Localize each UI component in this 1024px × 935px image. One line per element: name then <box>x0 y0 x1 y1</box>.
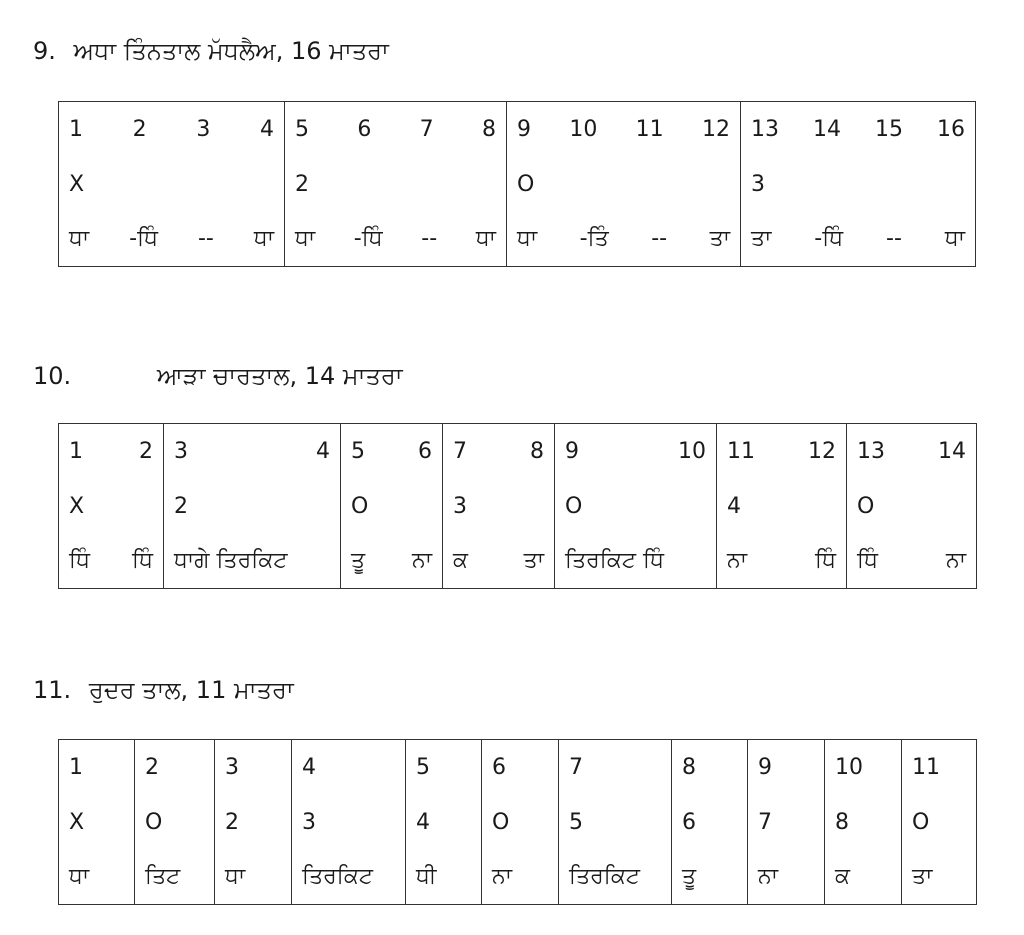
matra-number: 3 <box>225 754 239 780</box>
tali-sign: 3 <box>453 493 467 519</box>
sign-row <box>59 795 977 850</box>
bol: -ਧਿੰ <box>814 226 844 252</box>
matra-row <box>59 424 977 479</box>
vibhag-cell <box>672 740 748 795</box>
bol: ਤਿਟ <box>145 864 181 890</box>
matra-number: 13 <box>857 438 885 464</box>
bol-row <box>59 534 977 589</box>
matra-number: 4 <box>302 754 316 780</box>
section-heading-9 <box>33 37 389 65</box>
bol: ਧੀ <box>416 864 437 890</box>
bol-row <box>59 850 977 905</box>
vibhag-cell <box>285 157 507 212</box>
bol: -ਧਿੰ <box>129 226 159 252</box>
tali-sign: O <box>517 171 535 197</box>
bol: ਤਿਰਕਿਟ ਧਿੰ <box>565 548 664 574</box>
bol: ਤੂ <box>351 548 366 574</box>
vibhag-cell <box>825 850 902 905</box>
vibhag-cell <box>741 157 976 212</box>
vibhag-cell <box>559 850 672 905</box>
tali-sign: 8 <box>835 809 849 835</box>
vibhag-cell <box>59 479 164 534</box>
matra-number: 6 <box>492 754 506 780</box>
matra-number: 7 <box>453 438 467 464</box>
bol: -- <box>886 226 902 252</box>
tala-table-11 <box>58 739 977 905</box>
vibhag-cell <box>59 740 135 795</box>
section-number: 9. <box>33 37 56 65</box>
vibhag-cell <box>135 795 215 850</box>
bol: ਤਾ <box>912 864 933 890</box>
matra-number: 9 <box>565 438 579 464</box>
matra-row <box>59 740 977 795</box>
tali-sign: 3 <box>751 171 765 197</box>
vibhag-cell <box>341 479 443 534</box>
vibhag-cell <box>59 850 135 905</box>
vibhag-cell <box>164 479 341 534</box>
vibhag-cell <box>825 740 902 795</box>
vibhag-cell <box>482 740 559 795</box>
vibhag-cell <box>902 850 977 905</box>
vibhag-cell <box>717 534 847 589</box>
matra-number: 10 <box>835 754 863 780</box>
matra-row <box>59 102 976 157</box>
sign-row <box>59 479 977 534</box>
matra-number: 9 <box>758 754 772 780</box>
bol: -- <box>421 226 438 252</box>
vibhag-cell <box>902 795 977 850</box>
matra-number: 2 <box>132 116 147 142</box>
matra-number: 5 <box>416 754 430 780</box>
vibhag-cell <box>847 534 977 589</box>
tala-table-10 <box>58 423 977 589</box>
matra-number: 2 <box>145 754 159 780</box>
vibhag-cell <box>164 424 341 479</box>
vibhag-cell <box>748 740 825 795</box>
matra-number: 5 <box>295 116 309 142</box>
vibhag-cell <box>672 850 748 905</box>
section-number: 11. <box>33 676 72 704</box>
vibhag-cell <box>825 795 902 850</box>
vibhag-cell <box>59 534 164 589</box>
matra-number: 11 <box>727 438 755 464</box>
bol: ਤਿਰਕਿਟ <box>569 864 640 890</box>
bol: ਧਾ <box>69 864 90 890</box>
bol: ਤਾ <box>751 226 772 252</box>
bol: ਨਾ <box>727 548 748 574</box>
tali-sign: 6 <box>682 809 696 835</box>
section-heading-10 <box>33 362 403 390</box>
tala-table-9 <box>58 101 976 267</box>
tali-sign: 5 <box>569 809 583 835</box>
tali-sign: O <box>351 493 369 519</box>
tali-sign: O <box>857 493 875 519</box>
vibhag-cell <box>847 479 977 534</box>
bol: ਧਾ <box>225 864 246 890</box>
vibhag-cell <box>59 157 285 212</box>
vibhag-cell <box>559 795 672 850</box>
tali-sign: 2 <box>295 171 309 197</box>
vibhag-cell <box>507 212 741 267</box>
vibhag-cell <box>847 424 977 479</box>
bol: ਧਿੰ <box>69 548 90 574</box>
vibhag-cell <box>341 534 443 589</box>
tali-sign: O <box>912 809 930 835</box>
vibhag-cell <box>555 424 717 479</box>
tali-sign: 3 <box>302 809 316 835</box>
matra-number: 10 <box>678 438 706 464</box>
matra-number: 4 <box>259 116 274 142</box>
vibhag-cell <box>748 795 825 850</box>
vibhag-cell <box>135 850 215 905</box>
bol: ਨਾ <box>945 548 966 574</box>
tali-sign: O <box>565 493 583 519</box>
vibhag-cell <box>59 212 285 267</box>
vibhag-cell <box>507 157 741 212</box>
vibhag-cell <box>741 212 976 267</box>
bol: -- <box>197 226 214 252</box>
vibhag-cell <box>406 850 482 905</box>
vibhag-cell <box>717 479 847 534</box>
bol: ਧਾ <box>517 226 538 252</box>
bol: ਕ <box>453 548 469 574</box>
bol: ਧਿੰ <box>857 548 878 574</box>
bol: ਧਾਗੇ ਤਿਰਕਿਟ <box>174 548 288 574</box>
vibhag-cell <box>443 479 555 534</box>
section-number: 10. <box>33 362 72 390</box>
matra-number: 1 <box>69 438 83 464</box>
section-title: ਆੜਾ ਚਾਰਤਾਲ, 14 ਮਾਤਰਾ <box>156 362 403 390</box>
matra-number: 14 <box>813 116 841 142</box>
matra-number: 11 <box>912 754 940 780</box>
vibhag-cell <box>215 795 292 850</box>
bol: ਧਾ <box>944 226 965 252</box>
tali-sign: 2 <box>225 809 239 835</box>
vibhag-cell <box>672 795 748 850</box>
vibhag-cell <box>292 850 406 905</box>
vibhag-cell <box>285 212 507 267</box>
vibhag-cell <box>555 534 717 589</box>
vibhag-cell <box>482 795 559 850</box>
vibhag-cell <box>406 795 482 850</box>
vibhag-cell <box>902 740 977 795</box>
bol: -- <box>651 226 668 252</box>
vibhag-cell <box>443 424 555 479</box>
vibhag-cell <box>292 795 406 850</box>
matra-number: 10 <box>569 116 598 142</box>
tali-sign: 4 <box>727 493 741 519</box>
matra-number: 7 <box>419 116 434 142</box>
bol: ਤਿਰਕਿਟ <box>302 864 373 890</box>
tali-sign: X <box>69 493 85 519</box>
matra-number: 14 <box>938 438 966 464</box>
bol: ਧਾ <box>69 226 90 252</box>
vibhag-cell <box>59 424 164 479</box>
tali-sign: 7 <box>758 809 772 835</box>
bol: ਧਿੰ <box>815 548 836 574</box>
bol: ਧਾ <box>295 226 316 252</box>
tali-sign: O <box>492 809 510 835</box>
bol: ਕ <box>835 864 851 890</box>
matra-number: 12 <box>701 116 730 142</box>
vibhag-cell <box>341 424 443 479</box>
vibhag-cell <box>135 740 215 795</box>
matra-number: 3 <box>196 116 211 142</box>
section-heading-11 <box>33 676 294 704</box>
bol: -ਤਿੰ <box>579 226 609 252</box>
tali-sign: 4 <box>416 809 430 835</box>
sign-row <box>59 157 976 212</box>
bol: ਧਾ <box>253 226 274 252</box>
bol: ਤੂ <box>682 864 697 890</box>
matra-number: 13 <box>751 116 779 142</box>
vibhag-cell <box>164 534 341 589</box>
matra-number: 8 <box>682 754 696 780</box>
matra-number: 6 <box>357 116 372 142</box>
vibhag-cell <box>559 740 672 795</box>
tali-sign: X <box>69 809 85 835</box>
bol: ਨਾ <box>758 864 779 890</box>
vibhag-cell <box>406 740 482 795</box>
matra-number: 8 <box>530 438 544 464</box>
bol-row <box>59 212 976 267</box>
matra-number: 12 <box>808 438 836 464</box>
section-title: ਅਧਾ ਤਿੰਨਤਾਲ ਮੱਧਲੈਅ, 16 ਮਾਤਰਾ <box>73 37 389 65</box>
vibhag-cell <box>215 850 292 905</box>
vibhag-cell <box>717 424 847 479</box>
matra-number: 3 <box>174 438 188 464</box>
vibhag-cell <box>215 740 292 795</box>
matra-number: 8 <box>481 116 496 142</box>
matra-number: 7 <box>569 754 583 780</box>
vibhag-cell <box>443 534 555 589</box>
tali-sign: X <box>69 171 85 197</box>
matra-number: 9 <box>517 116 531 142</box>
vibhag-cell <box>748 850 825 905</box>
bol: ਤਾ <box>709 226 730 252</box>
matra-number: 2 <box>139 438 153 464</box>
bol: ਧਾ <box>475 226 496 252</box>
vibhag-cell <box>59 102 285 157</box>
section-title: ਰੁਦਰ ਤਾਲ, 11 ਮਾਤਰਾ <box>88 676 294 704</box>
vibhag-cell <box>555 479 717 534</box>
vibhag-cell <box>285 102 507 157</box>
matra-number: 11 <box>635 116 664 142</box>
matra-number: 1 <box>69 116 83 142</box>
matra-number: 16 <box>937 116 965 142</box>
tali-sign: O <box>145 809 163 835</box>
vibhag-cell <box>59 795 135 850</box>
bol: ਧਿੰ <box>132 548 153 574</box>
bol: ਤਾ <box>523 548 544 574</box>
vibhag-cell <box>741 102 976 157</box>
vibhag-cell <box>482 850 559 905</box>
tali-sign: 2 <box>174 493 188 519</box>
vibhag-cell <box>507 102 741 157</box>
matra-number: 4 <box>316 438 330 464</box>
matra-number: 15 <box>875 116 903 142</box>
bol: -ਧਿੰ <box>353 226 383 252</box>
matra-number: 5 <box>351 438 365 464</box>
bol: ਨਾ <box>492 864 513 890</box>
matra-number: 6 <box>418 438 432 464</box>
bol: ਨਾ <box>411 548 432 574</box>
matra-number: 1 <box>69 754 83 780</box>
vibhag-cell <box>292 740 406 795</box>
